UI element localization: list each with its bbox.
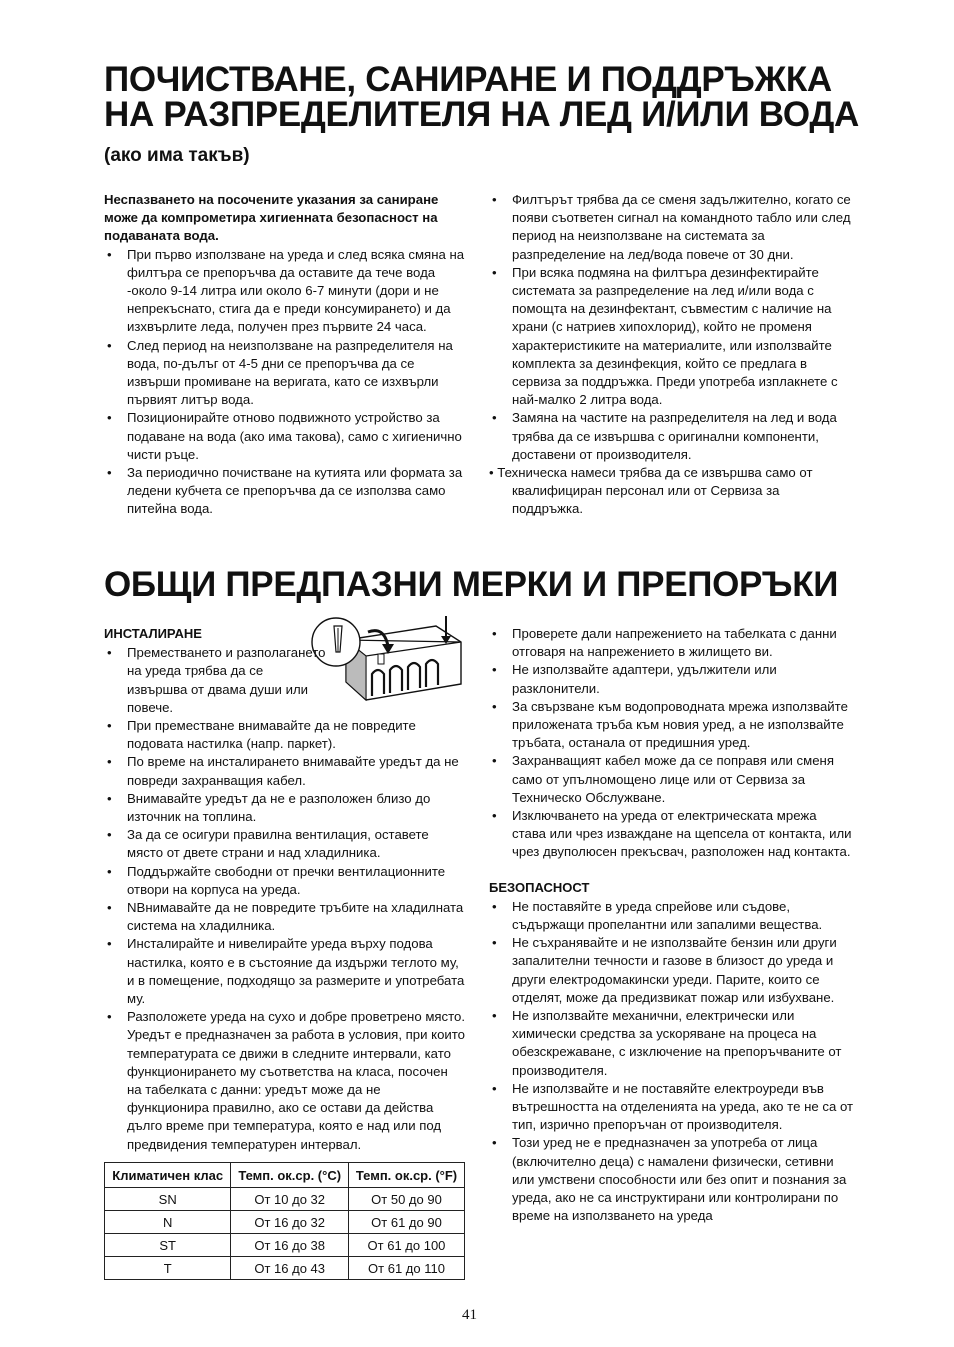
table-header-cell: Климатичен клас	[105, 1163, 231, 1188]
cleaning-left-list	[104, 246, 466, 519]
table-cell: SN	[105, 1188, 231, 1211]
page-number: 41	[462, 1307, 477, 1323]
list-item: • Инсталирайте и нивелирайте уреда върху подова настилка, която е в състояние да издържи теглото му, и в помещение, подходящо за размерите и употребата му.	[104, 935, 466, 1008]
table-header-cell: Темп. ок.ср. (°C)	[231, 1163, 349, 1188]
general-right-column	[489, 625, 854, 1226]
list-item: • Поддържайте свободни от пречки вентилационните отвори на корпуса на уреда.	[104, 863, 466, 899]
electrical-list	[489, 625, 854, 862]
table-cell: От 16 до 38	[231, 1234, 349, 1257]
table-cell: N	[105, 1211, 231, 1234]
list-item: • След период на неизползване на разпределителя на вода, по-дълъг от 4-5 дни се препоръчва да се извърши промиване на веригата, като се изхвърли първият литър вода.	[104, 337, 466, 410]
climate-class-table	[104, 1162, 465, 1280]
table-header-row	[105, 1163, 465, 1188]
table-cell: От 16 до 43	[231, 1257, 349, 1280]
list-item: • За периодично почистване на кутията или формата за ледени кубчета се препоръчва да се използва само питейна вода.	[104, 464, 466, 519]
cleaning-right-list	[489, 191, 854, 519]
list-item: • Позиционирайте отново подвижното устройство за подаване на вода (ако има такова), само с хигиенично чисти ръце.	[104, 409, 466, 464]
list-item: • Изключването на уреда от електрическата мрежа става или чрез изваждане на щепсела от контакта, или чрез двуполюсен прекъсвач, разположен над контакта.	[489, 807, 854, 862]
list-item: • При всяка подмяна на филтъра дезинфектирайте системата за разпределение на лед и/или вода с помощта на дезинфектант, съвместим с наличие на храни (с натриев хипохлорид), който не променя характеристиките на материалите, или използвайте комплекта за дезинфекция, който се предлага в сервиза за поддръжка. Преди употреба изплакнете с най-малко 2 литра вода.	[489, 264, 854, 410]
table-row	[105, 1188, 465, 1211]
list-item: • Внимавайте уредът да не е разположен близо до източник на топлина.	[104, 790, 466, 826]
list-item: • Не използвайте и не поставяйте електроуреди във вътрешността на отделенията на уреда, ако те не са от тип, изрично препоръчан от производителя.	[489, 1080, 854, 1135]
section-heading-general: ОБЩИ ПРЕДПАЗНИ МЕРКИ И ПРЕПОРЪКИ	[104, 565, 839, 604]
table-cell: ST	[105, 1234, 231, 1257]
list-item: • Не използвайте адаптери, удължители или разклонители.	[489, 661, 854, 697]
installation-list	[104, 644, 466, 1154]
list-item: • Не съхранявайте и не използвайте бензин или други запалителни течности и газове в близост до уреда и други електродомакински уреди. Парите, които се отделят, може да предизвикат пожар или избухване.	[489, 934, 854, 1007]
cleaning-warning: Неспазването на посочените указания за саниране може да компрометира хигиенната безопасност на подаваната вода.	[104, 192, 439, 244]
cleaning-left-column	[104, 191, 466, 519]
table-row	[105, 1234, 465, 1257]
installation-column	[104, 625, 466, 1154]
list-item: • Не използвайте механични, електрически или химически средства за ускоряване на процеса на обезскрежаване, с изключение на препоръчваните от производителя.	[489, 1007, 854, 1080]
list-item: • NВнимавайте да не повредите тръбите на хладилната система на хладилника.	[104, 899, 466, 935]
list-item: • Разположете уреда на сухо и добре проветрено място. Уредът е предназначен за работа в условия, при които температурата се движи в следните интервали, като функционирането му съответства на класа, посочен на табелката с данни: уредът може да не функционира правилно, ако се остави да действа дълго време при температура, която е над или под предвидения температурен интервал.	[104, 1008, 466, 1154]
list-item: • Техническа намеси трябва да се извършва само от квалифициран персонал или от Сервиза за поддръжка.	[489, 465, 813, 517]
safety-list	[489, 898, 854, 1226]
safety-heading: БЕЗОПАСНОСТ	[489, 879, 590, 895]
page-title-sub: (ако има такъв)	[104, 145, 250, 166]
table-cell: T	[105, 1257, 231, 1280]
list-item: • За свързване към водопроводната мрежа използвайте приложената тръба към новия уред, а не използвайте тръбата, останала от предишния уред.	[489, 698, 854, 753]
page-title	[104, 62, 864, 173]
list-item: • При преместване внимавайте да не повредите подовата настилка (напр. паркет).	[104, 717, 466, 753]
table-row	[105, 1211, 465, 1234]
table-header-cell: Темп. ок.ср. (°F)	[348, 1163, 464, 1188]
table-cell: От 10 до 32	[231, 1188, 349, 1211]
list-item: • При първо използване на уреда и след всяка смяна на филтъра се препоръчва да оставите да тече вода -около 9-14 литра или около 6-7 минути (дори и не непрекъснато, стига да е преди консумирането) и да изхвърлите леда, получен през първите 24 часа.	[104, 246, 466, 337]
list-item: • Преместването и разполагането на уреда трябва да се извършва от двама души или повече.	[104, 644, 327, 717]
cleaning-right-column	[489, 191, 854, 519]
list-item: • По време на инсталирането внимавайте уредът да не повреди захранващия кабел.	[104, 753, 466, 789]
table-cell: От 50 до 90	[348, 1188, 464, 1211]
table-cell: От 61 до 100	[348, 1234, 464, 1257]
table-cell: От 61 до 90	[348, 1211, 464, 1234]
installation-heading: ИНСТАЛИРАНЕ	[104, 626, 202, 641]
list-item: • Проверете дали напрежението на табелката с данни отговаря на напрежението в жилището ви.	[489, 625, 854, 661]
table-cell: От 61 до 110	[348, 1257, 464, 1280]
list-item: • Този уред не е предназначен за употреба от лица (включително деца) с намалени физически, сетивни или умствени способности или без опит и познания за уреда, ако не са инструктирани или контролирани по време на използването на уреда	[489, 1134, 854, 1225]
list-item: • Не поставяйте в уреда спрейове или съдове, съдържащи пропелантни или запалими вещества.	[489, 898, 854, 934]
table-row	[105, 1257, 465, 1280]
list-item: • Захранващият кабел може да се поправя или сменя само от упълномощено лице или от Сервиза за Техническо Обслужване.	[489, 752, 854, 807]
list-item: • Филтърът трябва да се сменя задължително, когато се появи съответен сигнал на командното табло или след период на неизползване на системата за разпределение на лед/вода повече от 30 дни.	[489, 191, 854, 264]
list-item: • Замяна на частите на разпределителя на лед и вода трябва да се извършва с оригинални компоненти, доставени от производителя.	[489, 409, 854, 464]
table-cell: От 16 до 32	[231, 1211, 349, 1234]
page-title-main: ПОЧИСТВАНЕ, САНИРАНЕ И ПОДДРЪЖКА НА РАЗПРЕДЕЛИТЕЛЯ НА ЛЕД И/ИЛИ ВОДА	[104, 60, 859, 134]
list-item: • За да се осигури правилна вентилация, оставете място от двете страни и над хладилника.	[104, 826, 466, 862]
